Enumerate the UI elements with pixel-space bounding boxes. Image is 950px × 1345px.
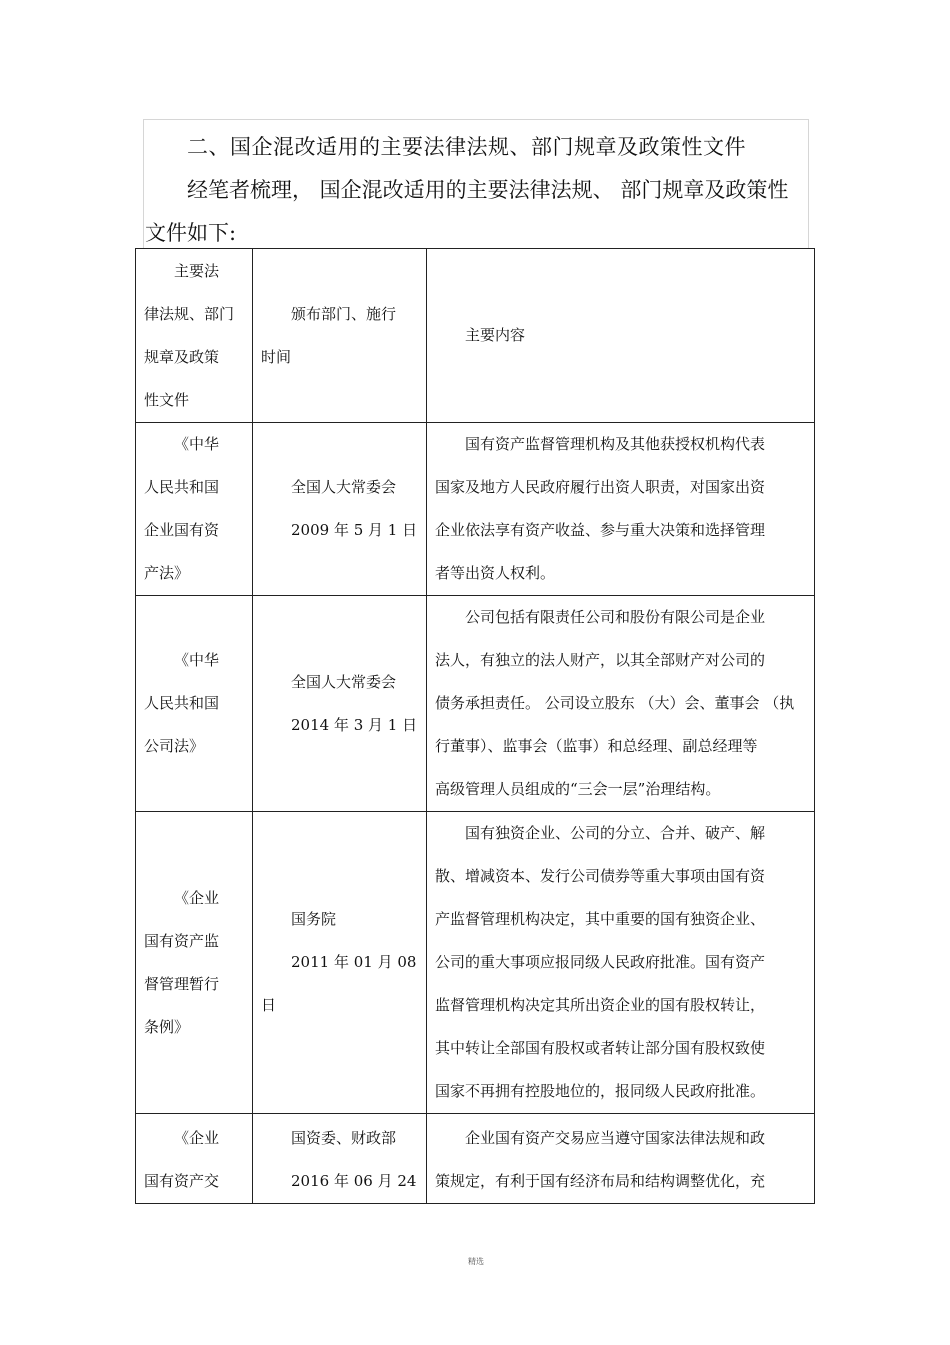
intro-paragraph-line-2: 文件如下: xyxy=(145,221,237,245)
row-content-line: 产监督管理机构决定，其中重要的国有独资企业、 xyxy=(435,910,766,928)
row-name-line: 条例》 xyxy=(144,1017,190,1036)
header-name-line: 律法规、部门 xyxy=(144,304,235,323)
row-name-cell xyxy=(136,596,253,812)
row-name-line: 人民共和国 xyxy=(144,478,220,496)
row-name-cell xyxy=(136,423,253,596)
row-issuer-line: 2011 年 01 月 08 xyxy=(291,953,417,971)
row-content-line: 策规定，有利于国有经济布局和结构调整优化，充 xyxy=(435,1172,766,1190)
header-cell-name xyxy=(136,249,253,423)
row-content-line: 监督管理机构决定其所出资企业的国有股权转让， xyxy=(435,996,766,1014)
row-issuer-line: 国务院 xyxy=(291,910,337,928)
row-issuer-line: 2016 年 06 月 24 xyxy=(291,1172,417,1190)
header-name-line: 主要法 xyxy=(174,261,220,280)
row-name-cell xyxy=(136,812,253,1114)
header-issuer-line: 时间 xyxy=(261,347,292,366)
row-name-line: 国有资产监 xyxy=(144,931,220,950)
regulations-table xyxy=(135,248,815,1204)
row-content-line: 国有独资企业、公司的分立、合并、破产、解 xyxy=(465,824,766,842)
table-header-row xyxy=(136,249,815,423)
row-name-line: 人民共和国 xyxy=(144,694,220,712)
row-issuer-line: 国资委、财政部 xyxy=(291,1129,397,1147)
row-content-cell xyxy=(427,1114,815,1204)
row-content-cell xyxy=(427,423,815,596)
row-content-line: 国家不再拥有控股地位的，报同级人民政府批准。 xyxy=(435,1082,766,1100)
intro-paragraph-line-1: 经笔者梳理， 国企混改适用的主要法律法规、 部门规章及政策性 xyxy=(187,178,789,202)
header-name-line: 规章及政策 xyxy=(144,347,220,366)
row-content-line: 法人，有独立的法人财产，以其全部财产对公司的 xyxy=(435,651,766,669)
row-content-line: 债务承担责任。 公司设立股东 （大）会、董事会 （执 xyxy=(435,694,795,712)
page-footer: 精选 xyxy=(468,1257,484,1266)
row-issuer-cell xyxy=(253,812,427,1114)
table-row xyxy=(136,812,815,1114)
row-issuer-line: 全国人大常委会 xyxy=(291,478,397,496)
row-name-line: 企业国有资 xyxy=(144,521,220,539)
row-name-line: 国有资产交 xyxy=(144,1172,220,1190)
row-content-line: 国有资产监督管理机构及其他获授权机构代表 xyxy=(465,435,766,453)
table-row xyxy=(136,596,815,812)
header-cell-issuer xyxy=(253,249,427,423)
table-row xyxy=(136,423,815,596)
section-heading: 二、国企混改适用的主要法律法规、部门规章及政策性文件 xyxy=(187,135,746,159)
row-name-line: 督管理暂行 xyxy=(144,974,220,993)
row-content-line: 行董事）、监事会（监事）和总经理、副总经理等 xyxy=(435,737,758,755)
row-name-line: 《中华 xyxy=(174,651,220,669)
row-name-line: 《中华 xyxy=(174,435,220,453)
header-content-line: 主要内容 xyxy=(465,326,526,344)
row-issuer-line: 2009 年 5 月 1 日 xyxy=(291,521,418,539)
row-content-line: 其中转让全部国有股权或者转让部分国有股权致使 xyxy=(435,1039,766,1057)
row-content-line: 高级管理人员组成的“三会一层”治理结构。 xyxy=(435,780,721,798)
row-issuer-cell xyxy=(253,1114,427,1204)
row-content-cell xyxy=(427,596,815,812)
row-content-line: 企业依法享有资产收益、参与重大决策和选择管理 xyxy=(435,521,766,539)
row-name-line: 《企业 xyxy=(174,888,220,907)
row-issuer-cell xyxy=(253,423,427,596)
row-content-line: 者等出资人权利。 xyxy=(435,564,556,582)
row-issuer-cell xyxy=(253,596,427,812)
row-name-line: 产法》 xyxy=(144,564,190,582)
row-name-line: 《企业 xyxy=(174,1129,220,1147)
row-issuer-line: 日 xyxy=(261,996,277,1014)
row-content-line: 企业国有资产交易应当遵守国家法律法规和政 xyxy=(465,1129,766,1147)
row-content-line: 国家及地方人民政府履行出资人职责，对国家出资 xyxy=(435,478,766,496)
row-content-line: 散、增减资本、发行公司债券等重大事项由国有资 xyxy=(435,867,766,885)
row-content-cell xyxy=(427,812,815,1114)
header-cell-content xyxy=(427,249,815,423)
row-issuer-line: 全国人大常委会 xyxy=(291,672,397,691)
row-issuer-line: 2014 年 3 月 1 日 xyxy=(291,715,418,734)
row-name-line: 公司法》 xyxy=(144,737,205,755)
row-content-line: 公司包括有限责任公司和股份有限公司是企业 xyxy=(465,608,766,626)
table-row xyxy=(136,1114,815,1204)
header-name-line: 性文件 xyxy=(144,390,190,409)
header-issuer-line: 颁布部门、施行 xyxy=(291,304,397,323)
row-content-line: 公司的重大事项应报同级人民政府批准。国有资产 xyxy=(435,953,766,971)
row-name-cell xyxy=(136,1114,253,1204)
